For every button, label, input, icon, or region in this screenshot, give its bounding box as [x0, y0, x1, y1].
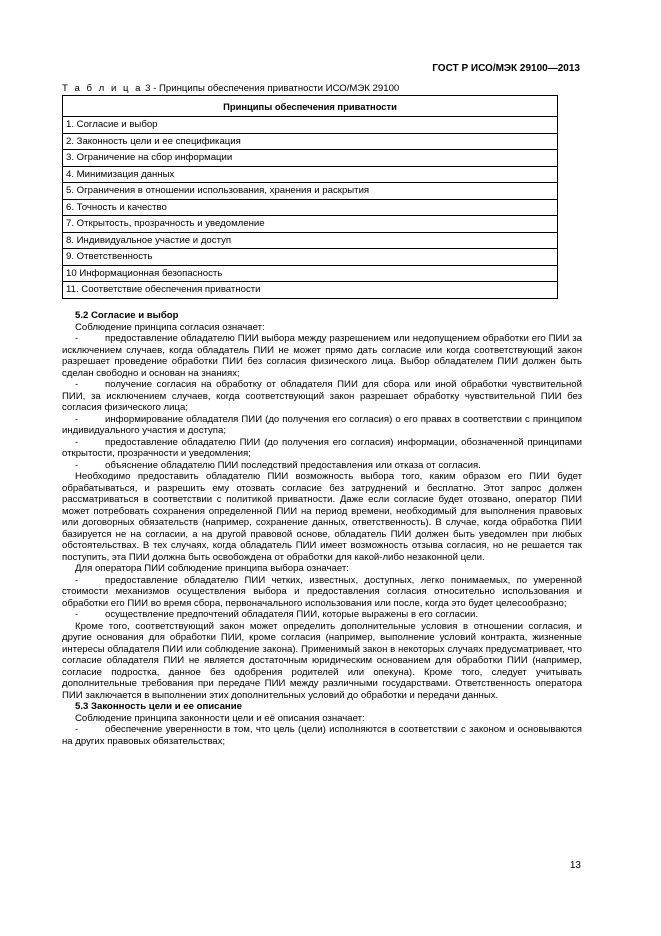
- table-row: 6. Точность и качество: [63, 199, 558, 216]
- section-5-2-title: 5.2 Согласие и выбор: [75, 310, 179, 321]
- paragraph: Кроме того, соответствующий закон может определить дополнительные условия в отношении согласия, и другие основания для обработки ПИИ, кроме согласия (например, выполнение условий контракта, жизненные интересы обладателя ПИИ или соблюдение закона). Применимый закон в некоторых случаях предусматривает, что согласие обладателя ПИИ не является достаточным юридическим основанием для обработки ПИИ (например, согласие подростка, данное без одобрения родителей или опекуна). Кроме того, следует учитывать дополнительные требования при передаче ПИИ между различными государствами. Ответственность оператора ПИИ заключается в выполнении этих дополнительных условий до обработки и передачи данных.: [62, 620, 582, 701]
- body-text: [62, 310, 582, 747]
- table-caption: [62, 83, 399, 94]
- table-row: 10 Информационная безопасность: [63, 265, 558, 282]
- table-caption-prefix: Т а б л и ц а: [62, 83, 143, 94]
- paragraph: Для оператора ПИИ соблюдение принципа выбора означает:: [75, 563, 349, 574]
- list-item: - предоставление обладателю ПИИ четких, известных, доступных, легко понимаемых, по умеренной стоимости механизмов осуществления выбора и предоставления согласия относительно использования и обработки его ПИИ во время сбора, первоначального использования или после, когда это будет целесообразно;: [62, 574, 582, 609]
- list-item: - объяснение обладателю ПИИ последствий предоставления или отказа от согласия.: [75, 459, 481, 471]
- paragraph: Необходимо предоставить обладателю ПИИ возможность выбора того, каким образом его ПИИ будет обрабатываться, и разрешить ему отозвать согласие без затруднений и бесплатно. Этот запрос должен рассматриваться в соответствии с политикой приватности. Даже если согласие будет отозвано, оператор ПИИ может потребовать сохранения определенной ПИИ на период времени, необходимый для выполнения правовых или договорных обязательств (например, сохранение данных, ответственность). В случае, когда обработка ПИИ базируется не на согласии, а на другой правовой основе, обладатель ПИИ должен быть уведомлен при любых обстоятельствах. В тех случаях, когда обладатель ПИИ имеет возможность отзыва согласия, но не решается так поступить, эта ПИИ должна быть освобождена от обработки для какой-либо незаконной цели.: [62, 471, 582, 563]
- table-heading: Принципы обеспечения приватности: [63, 96, 558, 117]
- section-5-3-title: 5.3 Законность цели и ее описание: [75, 701, 242, 712]
- table-row: 5. Ограничения в отношении использования, хранения и раскрытия: [63, 183, 558, 200]
- list-item: - получение согласия на обработку от обладателя ПИИ для сбора или иной обработки чувствительной ПИИ, за исключением случаев, когда соответствующий закон разрешает обработку чувствительной ПИИ без согласия физического лица;: [62, 379, 582, 413]
- document-header: ГОСТ Р ИСО/МЭК 29100—2013: [432, 63, 580, 74]
- list-item: - информирование обладателя ПИИ (до получения его согласия) о его правах в соответствии с принципом индивидуального участия и доступа;: [62, 413, 582, 436]
- section-5-3-intro: Соблюдение принципа законности цели и её описания означает:: [75, 712, 365, 724]
- table-row: 1. Согласие и выбор: [63, 117, 558, 134]
- table-row: 7. Открытость, прозрачность и уведомление: [63, 216, 558, 233]
- list-item: - осуществление предпочтений обладателя ПИИ, которые выражены в его согласии.: [75, 609, 479, 620]
- list-item: - предоставление обладателю ПИИ (до получения его согласия) информации, обозначенной принципами открытости, прозрачности и уведомления;: [62, 436, 582, 459]
- table-row: 11. Соответствие обеспечения приватности: [63, 282, 558, 299]
- list-item: - предоставление обладателю ПИИ выбора между разрешением или недопущением обработки его ПИИ за исключением случаев, когда обладатель ПИИ не может прямо дать согласие или когда соответствующий закон разрешает проведение обработки ПИИ без согласия физического лица. Выбор обладателем ПИИ должен быть сделан свободно и основан на знаниях;: [62, 333, 582, 379]
- table-row: 8. Индивидуальное участие и доступ: [63, 232, 558, 249]
- list-item: - обеспечение уверенности в том, что цель (цели) исполняются в соответствии с законом и основываются на других правовых обязательствах;: [62, 724, 582, 747]
- principles-table: [62, 95, 558, 299]
- table-caption-text: 3 - Принципы обеспечения приватности ИСО/МЭК 29100: [145, 83, 400, 94]
- section-5-2-intro: Соблюдение принципа согласия означает:: [75, 321, 265, 333]
- table-row: 4. Минимизация данных: [63, 166, 558, 183]
- table-row: 2. Законность цели и ее спецификация: [63, 133, 558, 150]
- page-number: 13: [569, 860, 581, 871]
- table-row: 9. Ответственность: [63, 249, 558, 266]
- table-row: 3. Ограничение на сбор информации: [63, 150, 558, 167]
